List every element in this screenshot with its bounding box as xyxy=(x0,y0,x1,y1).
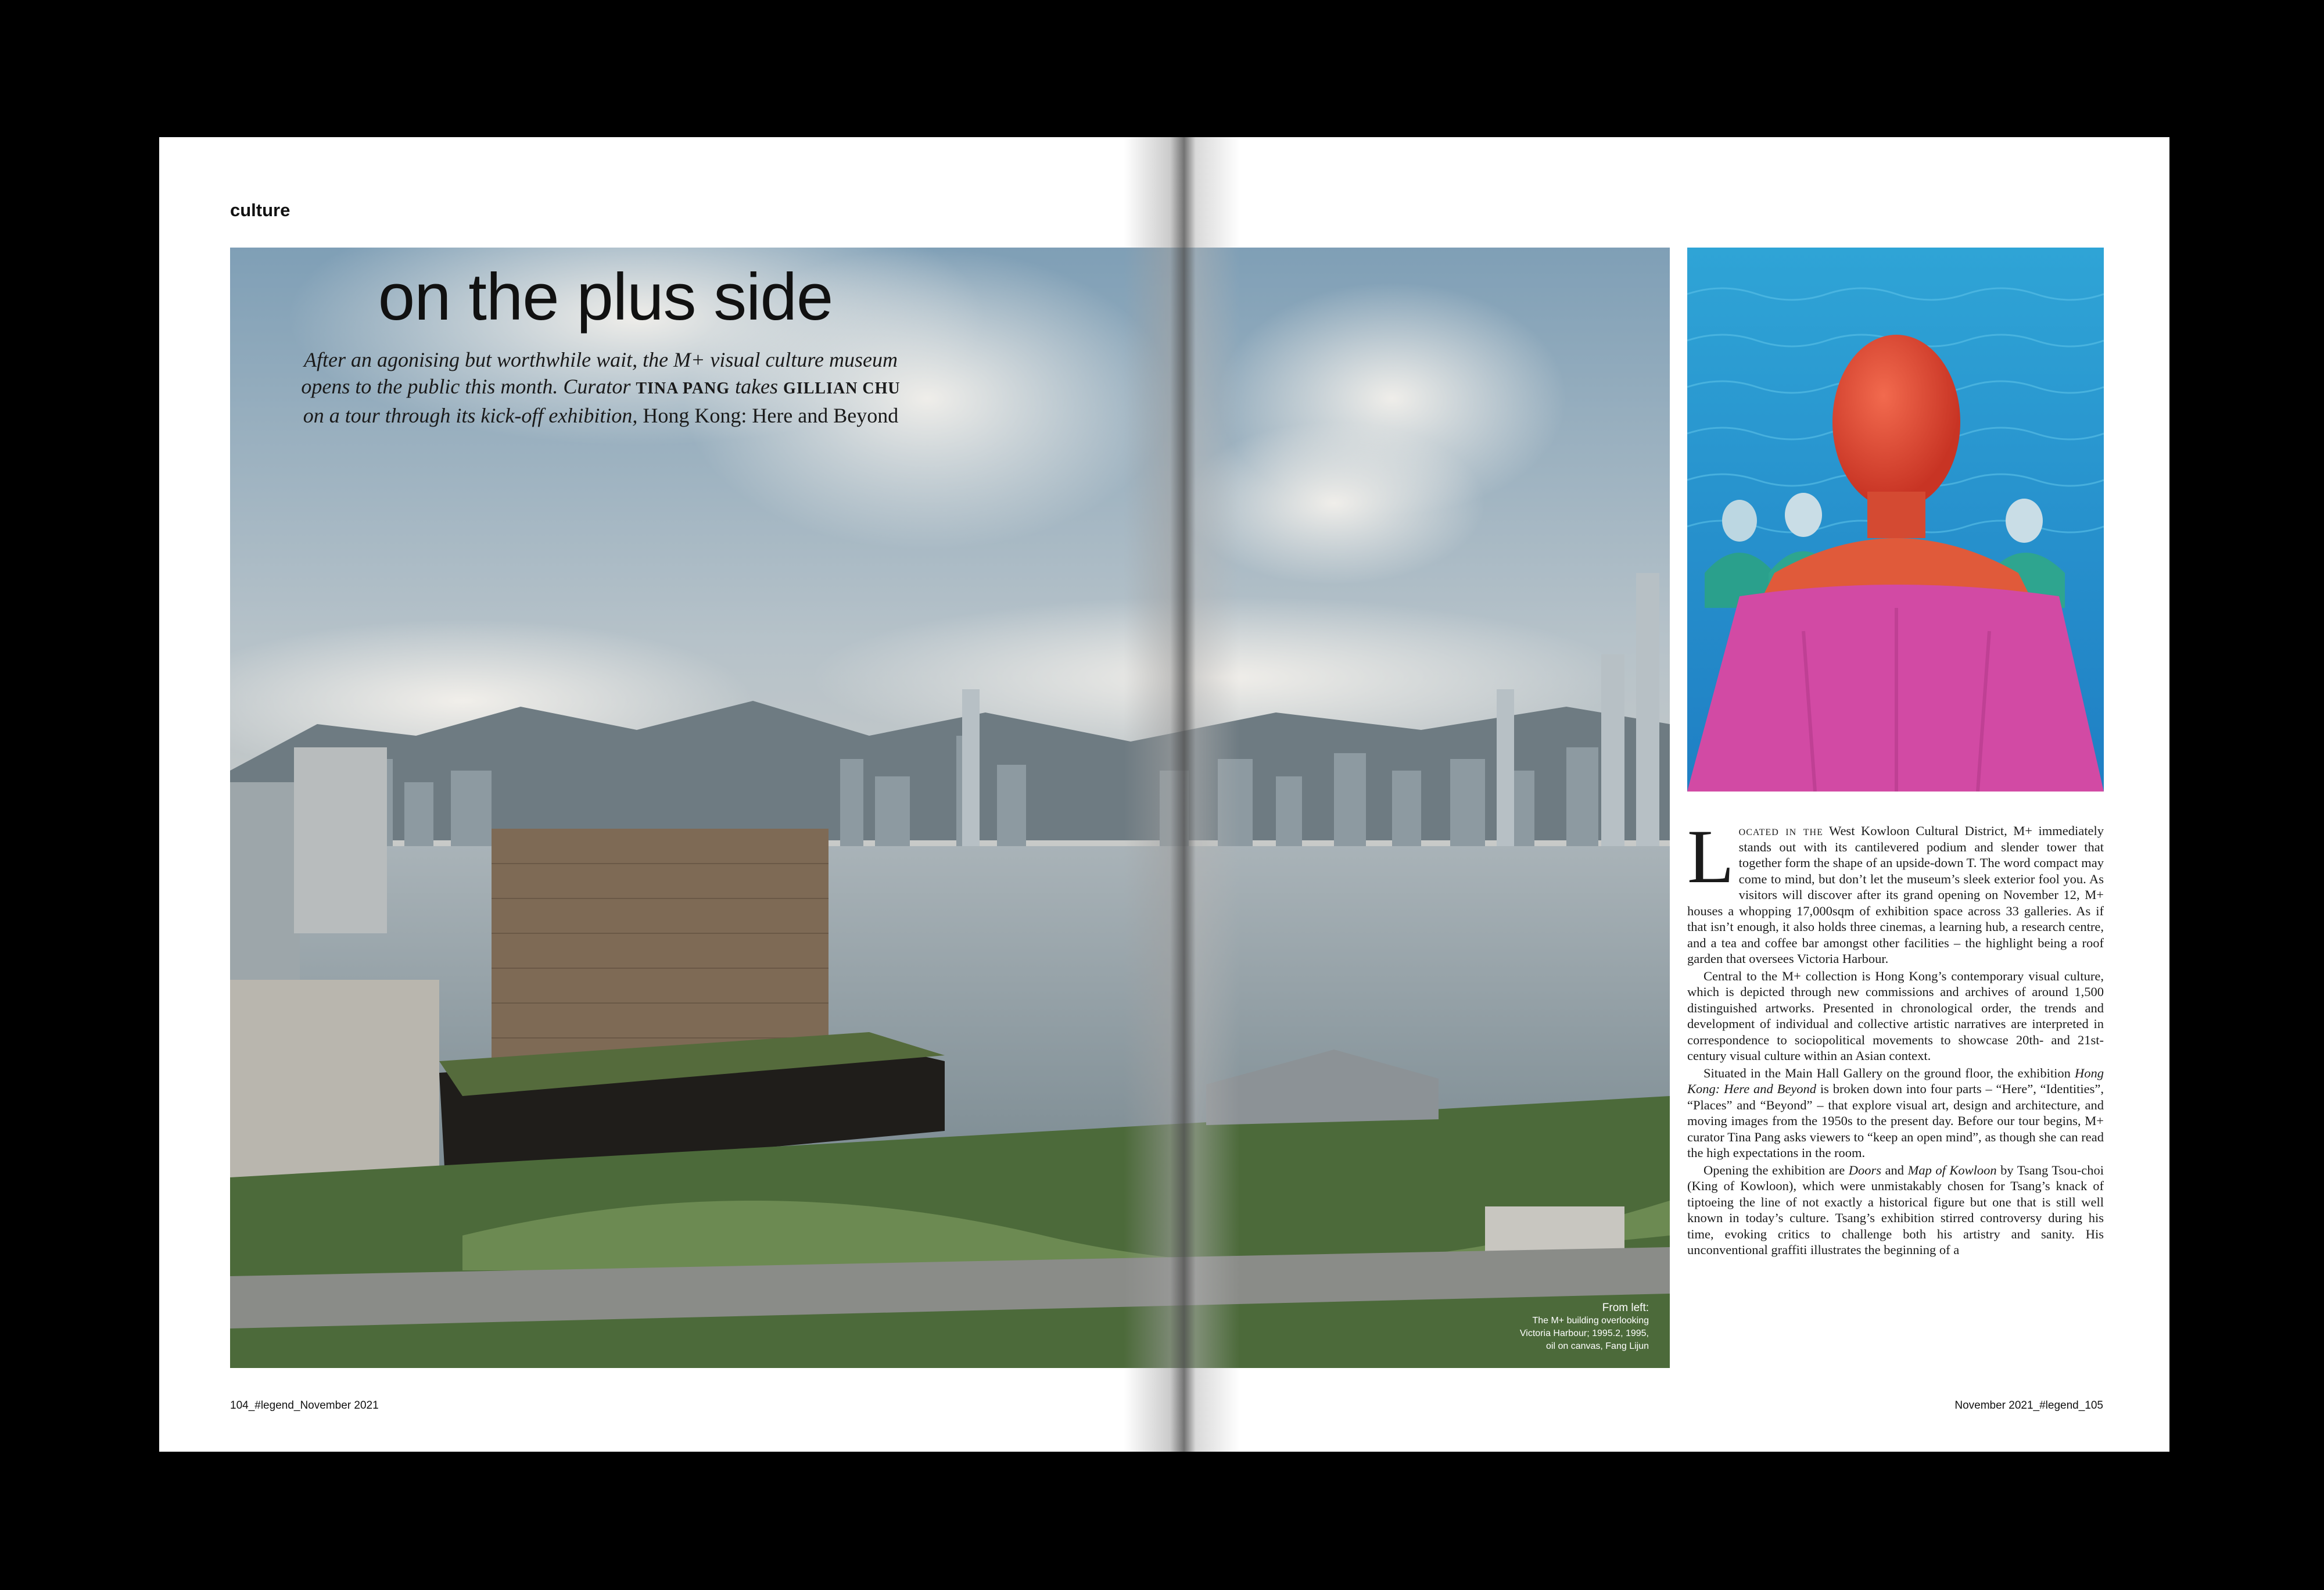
standfirst-curator: TINA PANG xyxy=(636,379,730,398)
standfirst-exhibition: Hong Kong: Here and Beyond xyxy=(643,404,899,427)
caption-lead: From left: xyxy=(1602,1302,1649,1314)
article-body xyxy=(1687,823,2104,1369)
magazine-spread xyxy=(159,137,2169,1452)
paragraph-4-a: Opening the exhibition are xyxy=(1703,1162,1849,1177)
standfirst-part1: After an agonising but worthwhile wait, the M+ visual culture museum opens to the public this month. Curator xyxy=(301,348,898,398)
opening-smallcaps: ocated in the xyxy=(1738,823,1823,838)
article-paragraph-1 xyxy=(1687,823,2104,967)
article-paragraph-3 xyxy=(1687,1065,2104,1161)
paragraph-3-title: Hong Kong: Here and Beyond xyxy=(1687,1065,2104,1096)
standfirst-part3: on a tour through its kick-off exhibition, xyxy=(303,404,643,427)
folio-left: 104_#legend_November 2021 xyxy=(230,1399,379,1412)
paragraph-4-title-2: Map of Kowloon xyxy=(1907,1162,1997,1177)
caption-text: The M+ building overlooking Victoria Harbour; 1995.2, 1995, oil on canvas, Fang Lijun xyxy=(1519,1316,1649,1351)
paragraph-4-title-1: Doors xyxy=(1848,1162,1882,1177)
paragraph-1-text: West Kowloon Cultural District, M+ immediately stands out with its cantilevered podium and slender tower that together form the shape of an upside-down T. The word compact may come to mind, but don’t let the museum’s sleek exterior fool you. As visitors will discover after its grand opening on November 12, M+ houses a whopping 17,000sqm of exhibition space across 33 galleries. As if that isn’t enough, it also holds three cinemas, a learning hub, a research centre, and a tea and coffee bar amongst other facilities – the highlight being a roof garden that oversees Victoria Harbour. xyxy=(1687,823,2104,966)
paragraph-3-a: Situated in the Main Hall Gallery on the ground floor, the exhibition xyxy=(1703,1065,2075,1080)
article-headline: on the plus side xyxy=(378,260,833,334)
article-standfirst xyxy=(293,346,909,429)
painting-illustration xyxy=(1687,248,2104,792)
standfirst-part2: takes xyxy=(730,375,784,398)
paragraph-4-b: and xyxy=(1881,1162,1908,1177)
article-paragraph-4 xyxy=(1687,1162,2104,1258)
photo-caption xyxy=(1509,1302,1649,1353)
drop-cap: L xyxy=(1687,823,1734,899)
paragraph-3-b: is broken down into four parts – “Here”, “Identities”, “Places” and “Beyond” – that explore visual art, design and architecture, and moving images from the 1950s to the present day. Before our tour begins, M+ curator Tina Pang asks viewers to “keep an open mind”, as though she can read the high expectations in the room. xyxy=(1687,1082,2104,1160)
folio-right: November 2021_#legend_105 xyxy=(1954,1399,2103,1412)
standfirst-writer: GILLIAN CHU xyxy=(783,379,901,398)
article-paragraph-2: Central to the M+ collection is Hong Kong’s contemporary visual culture, which is depicted through new commissions and archives of around 1,500 distinguished artworks. Presented in chronological order, the trends and development of individual and collective artistic narratives are interpreted in correspondence to sociopolitical movements to showcase 20th- and 21st-century visual culture within an Asian context. xyxy=(1687,968,2104,1063)
paragraph-4-c: by Tsang Tsou-choi (King of Kowloon), which were unmistakably chosen for Tsang’s knack of tiptoeing the line of not exactly a historical figure but one that is still well known in today’s culture. Tsang’s exhibition stirred controversy during his time, evoking critics to challenge both his artistry and sanity. His unconventional graffiti illustrates the beginning of a xyxy=(1687,1162,2104,1257)
section-label: culture xyxy=(230,200,290,220)
painting-image xyxy=(1687,248,2104,792)
